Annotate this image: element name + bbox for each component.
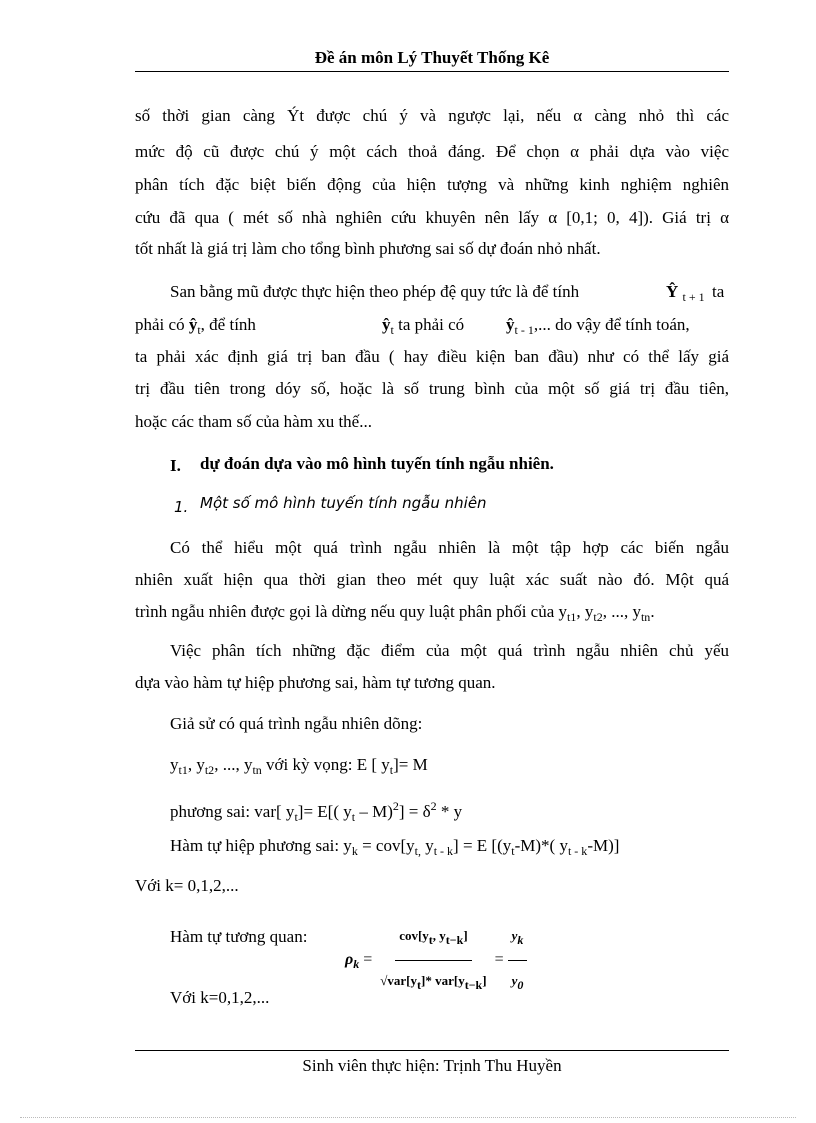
paragraph-line: phân tích đặc biệt biến động của hiện tượng và những kinh nghiệm nghiên — [135, 175, 729, 194]
paragraph-line: số thời gian càng Ýt được chú ý và ngược lại, nếu α càng nhỏ thì các — [135, 106, 729, 125]
y-hat-symbol: ŷ — [188, 315, 198, 334]
fraction-numerator — [395, 916, 471, 961]
paragraph-line: tốt nhất là giá trị làm cho tổng bình phương sai số dự đoán nhỏ nhất. — [135, 239, 601, 258]
text-span: ta phải có — [398, 315, 465, 334]
subscript: t — [417, 978, 422, 992]
text-span: Hàm tự hiệp phương sai: y — [170, 836, 352, 855]
paragraph-line: cứu đã qua ( mét số nhà nghiên cứu khuyên nên lấy α [0,1; 0, 4]). Giá trị α — [135, 208, 729, 227]
subscript: t1 — [567, 610, 577, 624]
y-hat-symbol: Ŷ — [666, 282, 679, 301]
page-edge-divider — [20, 1117, 796, 1118]
formula-line — [170, 795, 462, 828]
text-span: cov[y — [399, 928, 429, 943]
text-span: ] — [463, 928, 468, 943]
subscript: t — [428, 933, 433, 947]
text-span: -M)] — [587, 836, 620, 855]
subscript: t — [197, 323, 201, 337]
math-term — [506, 314, 690, 341]
text-span: y — [511, 973, 518, 988]
subscript: t - k — [433, 844, 454, 858]
subscript: t — [294, 810, 298, 824]
subscript: k — [517, 933, 524, 947]
formula-line — [170, 835, 619, 862]
text-span: ] = E [(y — [453, 836, 512, 855]
subsection-number: 1. — [174, 498, 189, 516]
subscript: t — [389, 763, 394, 777]
text-span: ] = δ — [398, 802, 431, 821]
paragraph-line: mức độ cũ được chú ý một cách thoả đáng. Để chọn α phải dựa vào việc — [135, 142, 729, 161]
footer-rule — [135, 1050, 729, 1051]
text-span: – M) — [355, 802, 393, 821]
subscript: k — [351, 844, 358, 858]
text-span: , ..., y — [602, 602, 641, 621]
formula-label: Hàm tự tương quan: — [170, 927, 308, 946]
text-span: ta — [712, 282, 725, 301]
text-span: ] — [482, 973, 487, 988]
superscript: 2 — [392, 799, 399, 813]
text-span: . — [650, 602, 655, 621]
text-span: -M)*( y — [514, 836, 568, 855]
math-term — [666, 281, 705, 308]
correlation-formula — [345, 916, 527, 1005]
subscript: 0 — [517, 978, 524, 992]
header-rule — [135, 71, 729, 72]
text-span: = cov[y — [357, 836, 415, 855]
paragraph-line: nhiên xuất hiện qua thời gian theo mét quy luật xác suất nào đó. Một quá — [135, 570, 729, 589]
subscript: t−k — [445, 933, 464, 947]
subscript: t2 — [204, 763, 215, 777]
paragraph-line: Giả sử có quá trình ngẫu nhiên dõng: — [170, 714, 423, 733]
fraction-cov-var — [376, 916, 490, 1005]
formula-line — [170, 754, 428, 781]
section-heading: dự đoán dựa vào mô hình tuyến tính ngẫu nhiên. — [200, 454, 554, 473]
fraction-numerator — [508, 916, 528, 961]
rho-symbol: ρ — [345, 951, 354, 969]
subscript: tn — [252, 763, 262, 777]
paragraph-line: Với k= 0,1,2,... — [135, 876, 239, 895]
equals-sign: = — [494, 951, 504, 969]
text-span: , y — [576, 602, 594, 621]
paragraph-line: ta phải xác định giá trị ban đầu ( hay điều kiện ban đầu) như có thể lấy giá — [135, 347, 729, 366]
text-span: , để tính — [200, 315, 256, 334]
subscript: k — [353, 957, 360, 972]
y-hat-symbol: ŷ — [382, 315, 391, 334]
subscript: t2 — [593, 610, 603, 624]
fraction-denominator — [508, 961, 528, 1005]
subscript: t — [390, 323, 394, 337]
subscript: tn — [640, 610, 651, 624]
paragraph-line — [135, 601, 655, 628]
equals-sign: = — [363, 951, 373, 969]
subscript: t, — [414, 844, 421, 858]
section-number: I. — [170, 456, 181, 475]
text-span: , ..., y — [214, 755, 253, 774]
subscript: t1 — [178, 763, 188, 777]
text-span: , y — [187, 755, 205, 774]
text-span: ,... do vậy để tính toán, — [533, 315, 690, 334]
text-span: ]= E[( y — [297, 802, 352, 821]
text-span: y — [511, 928, 518, 943]
paragraph-line — [170, 281, 579, 303]
text-span: ]= M — [393, 755, 428, 774]
paragraph-line: Với k=0,1,2,... — [170, 988, 270, 1007]
text-span: ]* var[y — [421, 973, 465, 988]
page-footer: Sinh viên thực hiện: Trịnh Thu Huyền — [302, 1056, 562, 1075]
text-span: y — [170, 755, 179, 774]
text-span: phương sai: var[ y — [170, 802, 295, 821]
subscript: t - k — [567, 844, 588, 858]
superscript: 2 — [430, 799, 437, 813]
paragraph-line: hoặc các tham số của hàm xu thế... — [135, 412, 372, 431]
paragraph-line — [135, 314, 256, 341]
paragraph-line: trị đầu tiên trong dóy số, hoặc là số trung bình của một số giá trị đầu tiên, — [135, 379, 729, 398]
text-span: San bằng mũ được thực hiện theo phép đệ quy tức là để tính — [170, 282, 580, 301]
y-hat-symbol: ŷ — [506, 315, 515, 334]
page-header-title: Đề án môn Lý Thuyết Thống Kê — [314, 48, 550, 67]
subscript: t + 1 — [682, 290, 705, 304]
text-span: với kỳ vọng: E [ y — [261, 755, 390, 774]
subscript: t — [351, 810, 356, 824]
subscript: t — [511, 844, 515, 858]
text-span: √var[y — [380, 973, 418, 988]
paragraph-line: Việc phân tích những đặc điểm của một quá trình ngẫu nhiên chủ yếu — [170, 641, 729, 660]
fraction-denominator — [376, 961, 490, 1005]
paragraph-line: Có thể hiểu một quá trình ngẫu nhiên là một tập hợp các biến ngẫu — [170, 538, 729, 557]
paragraph-line: dựa vào hàm tự hiệp phương sai, hàm tự tương quan. — [135, 673, 496, 692]
math-term — [382, 314, 464, 341]
text-span: trình ngẫu nhiên được gọi là dừng nếu quy luật phân phối của y — [135, 602, 568, 621]
text-span: y — [420, 836, 434, 855]
subscript: t−k — [464, 978, 483, 992]
text-span: phải có — [135, 315, 185, 334]
fraction-y-ratio — [508, 916, 528, 1005]
subscript: t - 1 — [514, 323, 534, 337]
text-span: * y — [436, 802, 463, 821]
text-span: , y — [432, 928, 446, 943]
subsection-heading: Một số mô hình tuyến tính ngẫu nhiên — [200, 494, 487, 512]
